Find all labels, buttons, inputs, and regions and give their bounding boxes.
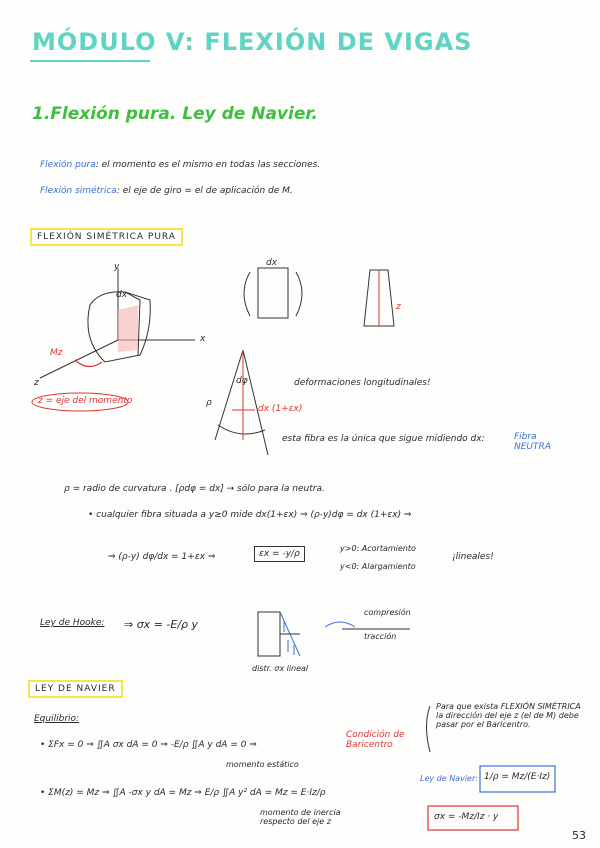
fibra-neutra-label: Fibra NEUTRA [514, 432, 551, 452]
deform-note: deformaciones longitudinales! [294, 378, 431, 388]
dx-top-label: dx [266, 258, 278, 268]
equation-sum-forces: • ΣFx = 0 ⇒ ∬A σx dA = 0 ⇒ -E/ρ ∬A y dA = 0 ⇒ [40, 740, 257, 750]
strain-derivation: ⇒ (ρ-y) dφ/dx = 1+εx ⇒ [108, 552, 216, 562]
distribution-note: distr. σx lineal [252, 664, 309, 673]
note-y-positive: y>0: Acortamiento [340, 544, 416, 553]
condicion-baricentro: Condición de Baricentro [346, 730, 405, 750]
fiber-equation: • cualquier fibra situada a y≥0 mide dx(1+εx) ⇒ (ρ-y)dφ = dx (1+εx) ⇒ [88, 510, 412, 520]
hooke-equation: ⇒ σx = -E/ρ y [124, 618, 199, 631]
axis-y-label: y [114, 262, 120, 272]
navier-formula-curvature: 1/ρ = Mz/(E·Iz) [484, 772, 551, 782]
dphi-label: dφ [236, 376, 248, 386]
axis-z-label: z [34, 378, 39, 388]
navier-formula-stress: σx = -Mz/Iz · y [434, 812, 499, 822]
hooke-label: Ley de Hooke: [40, 618, 105, 628]
equilibrio-label: Equilibrio: [34, 714, 80, 724]
rho-definition: ρ = radio de curvatura . [ρdφ = dx] → sólo para la neutra. [64, 484, 325, 494]
fibra-note: esta fibra es la única que sigue midiendo dx: [282, 434, 485, 444]
z-mark: z [396, 302, 401, 312]
dx-label: dx [116, 290, 128, 300]
traccion-label: tracción [364, 632, 397, 641]
navier-law-label: Ley de Navier: [420, 774, 478, 783]
rho-label: ρ [206, 398, 212, 408]
baricentro-note: Para que exista FLEXIÓN SIMÉTRICA la dirección del eje z (el de M) debe pasar por el Baricentro. [436, 702, 581, 729]
lineales-note: ¡lineales! [452, 552, 494, 562]
compresion-label: compresión [364, 608, 411, 617]
dx-expanded-label: dx (1+εx) [258, 404, 303, 414]
z-axis-note: z = eje del momento [38, 396, 133, 406]
axis-x-label: x [200, 334, 206, 344]
page-title: MÓDULO V: FLEXIÓN DE VIGAS [32, 28, 473, 56]
label-ley-de-navier: LEY DE NAVIER [28, 680, 123, 698]
definition-flexion-pura: Flexión pura: el momento es el mismo en todas las secciones. [40, 160, 321, 170]
definition-flexion-simetrica: Flexión simétrica: el eje de giro = el de aplicación de M. [40, 186, 293, 196]
mz-label: Mz [50, 348, 63, 358]
note-y-negative: y<0: Alargamiento [340, 562, 416, 571]
section-heading: 1.Flexión pura. Ley de Navier. [32, 104, 318, 124]
momento-estatico-label: momento estático [226, 760, 299, 769]
momento-inercia-label: momento de inercia respecto del eje z [260, 808, 341, 826]
equation-sum-moments: • ΣM(z) = Mz ⇒ ∬A -σx y dA = Mz ⇒ E/ρ ∬A y² dA = Mz = E·Iz/ρ [40, 788, 326, 798]
page-number: 53 [572, 829, 586, 842]
label-flexion-simetrica-pura: FLEXIÓN SIMÉTRICA PURA [30, 228, 183, 246]
strain-formula: εx = -y/ρ [254, 546, 305, 562]
